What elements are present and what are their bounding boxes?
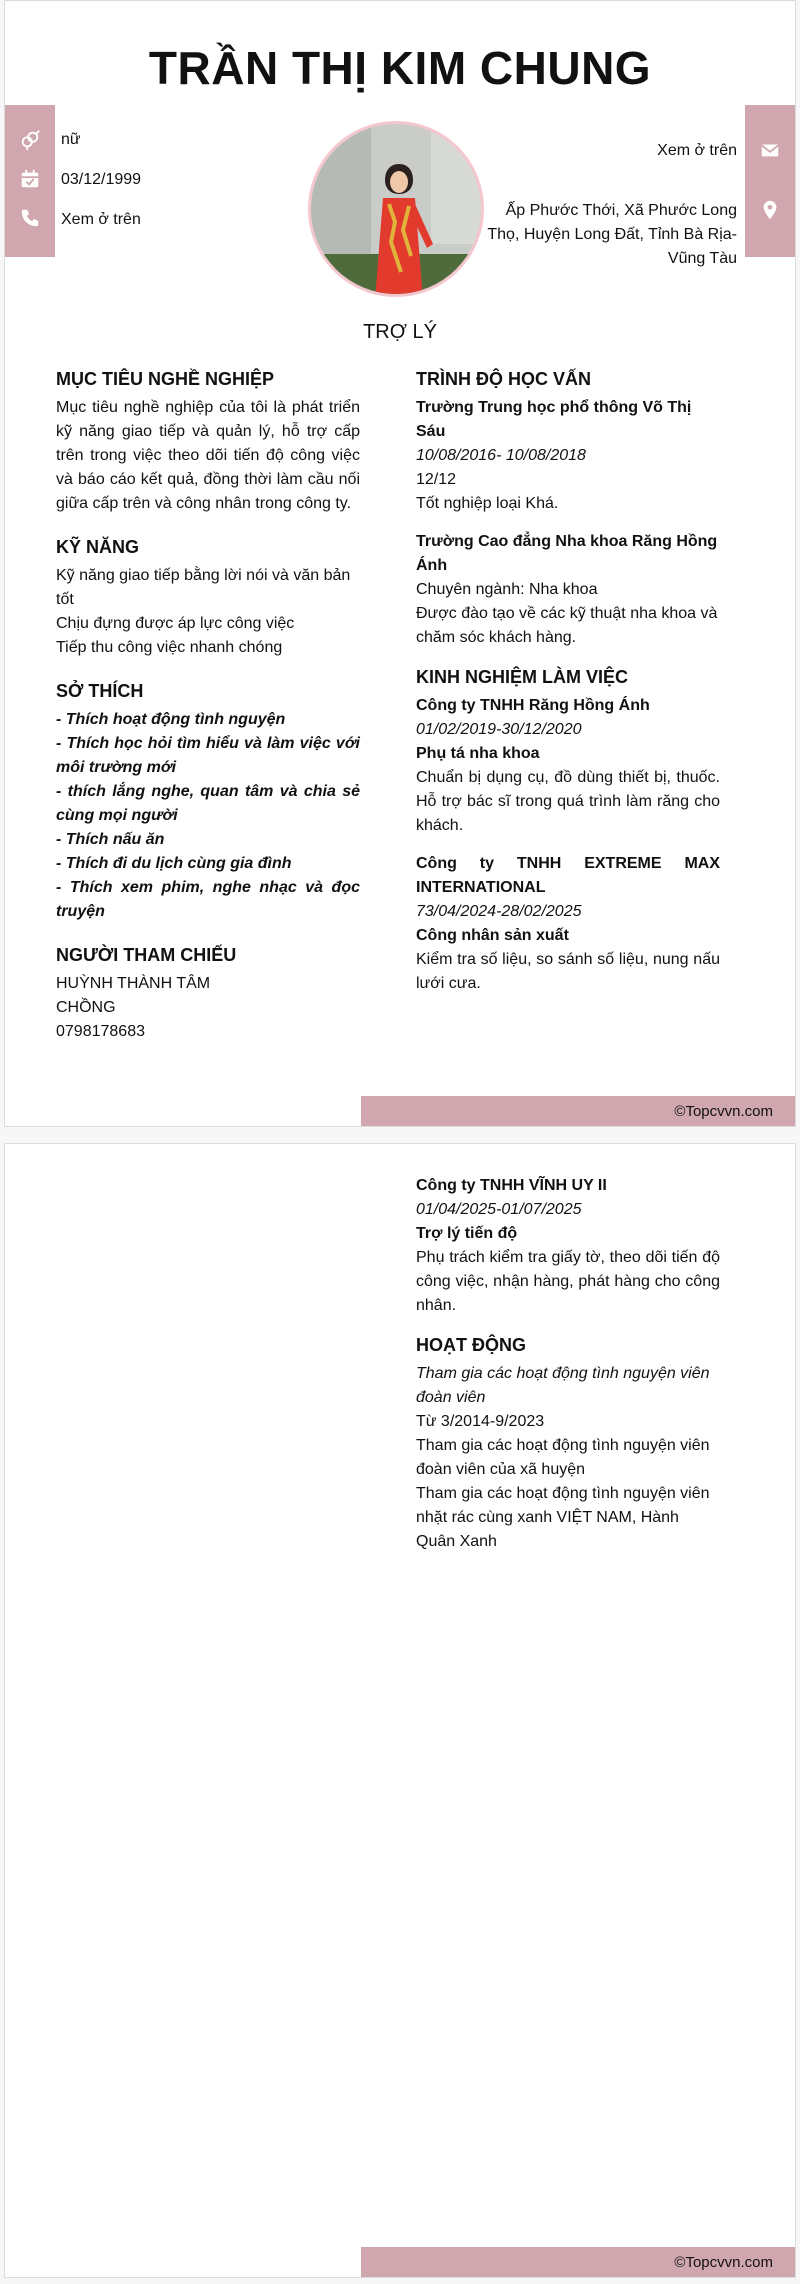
hobby-item: - thích lắng nghe, quan tâm và chia sẻ cùng mọi người — [56, 783, 360, 824]
email-icon — [759, 139, 781, 161]
skill-item: Kỹ năng giao tiếp bằng lời nói và văn bản tốt — [56, 567, 351, 608]
activities-heading: HOẠT ĐỘNG — [416, 1335, 526, 1355]
footer-credit[interactable]: ©Topcvvn.com — [674, 1102, 773, 1120]
phone-value: Xem ở trên — [61, 211, 141, 228]
skill-item: Chịu đựng được áp lực công việc — [56, 615, 295, 632]
job-period: 73/04/2024-28/02/2025 — [416, 903, 582, 920]
school-detail: Được đào tạo về các kỹ thuật nha khoa và chăm sóc khách hàng. — [416, 605, 718, 646]
reference-name: HUỲNH THÀNH TÂM — [56, 975, 211, 992]
school-detail: Chuyên ngành: Nha khoa — [416, 581, 598, 598]
phone-icon — [19, 207, 41, 229]
skill-item: Tiếp thu công việc nhanh chóng — [56, 639, 283, 656]
job-period: 01/04/2025-01/07/2025 — [416, 1201, 582, 1218]
contact-strip-right — [745, 105, 795, 257]
school-period: 10/08/2016- 10/08/2018 — [416, 447, 586, 464]
calendar-icon — [19, 168, 41, 190]
hobby-item: - Thích xem phim, nghe nhạc và đọc truyện — [56, 879, 360, 920]
candidate-name: TRẦN THỊ KIM CHUNG — [148, 42, 652, 94]
cv-page-1 — [4, 0, 796, 1127]
company-name: Công ty TNHH VĨNH UY II — [416, 1177, 607, 1194]
activity-item: Tham gia các hoạt động tình nguyện viên đoàn viên của xã huyện — [416, 1437, 710, 1478]
location-icon — [759, 199, 781, 221]
job-description: Phụ trách kiểm tra giấy tờ, theo dõi tiến độ công việc, nhận hàng, phát hàng cho công nhân. — [416, 1249, 720, 1314]
reference-relation: CHỒNG — [56, 999, 116, 1016]
contact-strip-left — [5, 105, 55, 257]
hobby-item: - Thích đi du lịch cùng gia đình — [56, 855, 292, 872]
school-name: Trường Cao đẳng Nha khoa Răng Hồng Ánh — [416, 533, 718, 574]
email-value: Xem ở trên — [657, 142, 737, 159]
reference-phone: 0798178683 — [56, 1023, 145, 1040]
footer-credit[interactable]: ©Topcvvn.com — [674, 2253, 773, 2271]
footer-bar — [361, 2247, 795, 2277]
company-name: Công ty TNHH Răng Hồng Ánh — [416, 697, 650, 714]
activity-period: Từ 3/2014-9/2023 — [416, 1413, 545, 1430]
hobby-item: - Thích hoạt động tình nguyện — [56, 711, 286, 728]
right-column — [416, 366, 720, 996]
hobby-item: - Thích nấu ăn — [56, 831, 165, 848]
job-position: Trợ lý tiến độ — [416, 1225, 518, 1242]
hobby-item: - Thích học hỏi tìm hiểu và làm việc với môi trường mới — [56, 735, 360, 776]
job-position: Công nhân sản xuất — [416, 927, 569, 944]
job-position: Phụ tá nha khoa — [416, 745, 540, 762]
gender-value: nữ — [61, 131, 81, 148]
job-period: 01/02/2019-30/12/2020 — [416, 721, 582, 738]
reference-heading: NGƯỜI THAM CHIẾU — [56, 945, 237, 965]
job-description: Chuẩn bị dụng cụ, đồ dùng thiết bị, thuốc. Hỗ trợ bác sĩ trong quá trình làm răng cho khách. — [416, 769, 720, 834]
gender-icon — [19, 129, 41, 151]
company-name: Công ty TNHH EXTREME MAX INTERNATIONAL — [416, 855, 720, 896]
left-column — [56, 366, 360, 1044]
activity-role: Tham gia các hoạt động tình nguyện viên đoàn viên — [416, 1365, 710, 1406]
school-name: Trường Trung học phổ thông Võ Thị Sáu — [416, 399, 692, 440]
school-detail: Tốt nghiệp loại Khá. — [416, 495, 559, 512]
avatar — [308, 121, 484, 297]
hobbies-heading: SỞ THÍCH — [56, 681, 144, 701]
job-title: TRỢ LÝ — [363, 321, 437, 343]
education-heading: TRÌNH ĐỘ HỌC VẤN — [416, 369, 591, 389]
birthday-value: 03/12/1999 — [61, 171, 142, 188]
school-detail: 12/12 — [416, 471, 457, 488]
objective-heading: MỤC TIÊU NGHỀ NGHIỆP — [56, 369, 275, 389]
activity-item: Tham gia các hoạt động tình nguyện viên nhặt rác cùng xanh VIỆT NAM, Hành Quân Xanh — [416, 1485, 710, 1550]
right-column-continued — [416, 1174, 720, 1554]
footer-bar — [361, 1096, 795, 1126]
experience-heading: KINH NGHIỆM LÀM VIỆC — [416, 667, 629, 687]
address-value: Ấp Phước Thới, Xã Phước Long Thọ, Huyện Long Đất, Tỉnh Bà Rịa-Vũng Tàu — [487, 202, 737, 267]
cv-page-2 — [4, 1143, 796, 2278]
job-description: Kiểm tra số liệu, so sánh số liệu, nung nấu lưới cưa. — [416, 951, 720, 992]
skills-heading: KỸ NĂNG — [56, 537, 140, 557]
objective-text: Mục tiêu nghề nghiệp của tôi là phát triển kỹ năng giao tiếp và quản lý, hỗ trợ cấp trên trong việc theo dõi tiến độ công việc và báo cáo kết quả, đồng thời làm cầu nối giữa cấp trên và công nhân trong công ty. — [56, 399, 360, 512]
